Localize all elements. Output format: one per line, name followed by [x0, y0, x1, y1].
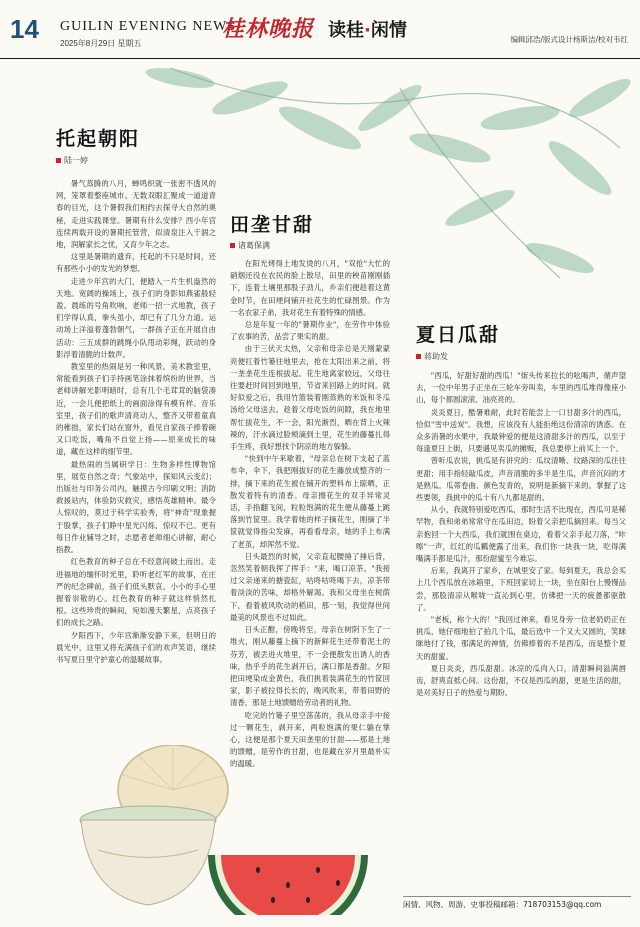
- article-2-paragraph: 日头最烈的时候，父亲直起腰捶了捶后背，忽然笑着朝我挥了挥手："来，喝口凉茶。"我接过父亲递来的搪瓷缸，咕咚咕咚喝下去，凉茶带着淡淡的苦味，却格外解渴。我和父母坐在树荫下，看着被风吹动的稻田，那一刻，我觉得世间最美的风景也不过如此。: [230, 551, 390, 622]
- page-number: 14: [10, 14, 39, 44]
- article-1-author: [56, 155, 88, 166]
- article-1-paragraph: 这里是暑期的遗弃，托起的不只是时间，还有那些小小的发光的梦想。: [56, 252, 216, 274]
- article-2-paragraph: 在阳光烤得土地发烫的八月，"双抢"大忙的硝烟还没在农民的脸上散尽，田里的秧苗刚刚插下，连着土壤里那股子劲儿，乡亲们便趁着这黄金时节，在田埂间铺开社花生的忙碌图景。作为一名农家子弟，我对花生有着特殊的情感。: [230, 259, 390, 317]
- article-1-paragraph: 暑气蒸腾的八月，蝉鸣织就一张密不透风的网，笼罩着整座城市。无数双眼汇聚成一道道青春的目光，这个暑假我们相约去探寻大自然的奥秘，走进实践课堂。暑期有什么安排？西小年宫连续两载开设的暑期托管营，似清泉注入干涸之地，润解家长之忧，又育少年之志。: [56, 179, 216, 250]
- section-main: 读桂: [328, 20, 364, 41]
- article-2-paragraph: 日头正酣，傍晚将至，母亲在树阴下生了一堆火，刚从藤蔓上摘下的新鲜花生还带着泥土的芬芳，被丢进火堆里，不一会便散发出诱人的香味，热乎乎的花生剥开后，满口都是香甜。夕阳把田埂染成金黄色，我们挑着装满花生的竹筐回家，影子被拉得长长的，晚风吹来，带着田野的清香，那是土地馈赠给劳动者的礼物。: [230, 625, 390, 708]
- section-separator: ·: [364, 20, 371, 41]
- watermelon-icon: [208, 855, 368, 915]
- article-2-body: [230, 258, 390, 826]
- author-marker-icon: [56, 158, 61, 163]
- article-3-body: [416, 370, 626, 885]
- editors-credit: 编辑邱浩/版式设计杨斯洁/校对韦红: [510, 35, 628, 44]
- article-3-paragraph: "西瓜，好甜好甜的西瓜！"街头传来拉长的吆喝声，循声望去，一位中年男子正坐在三轮车旁叫卖，车里的西瓜堆得像座小山，每个都圆滚滚、油亮亮的。: [416, 371, 626, 405]
- section-sub: 闲情: [370, 20, 407, 41]
- article-1-paragraph: 走进少年宫的大门，便踏入一片生机盎然的天地。宽阔的操场上，孩子们的身影如燕雀般轻盈。晨练的号角吹响，老师一招一式地教，孩子们学得认真，拳头虽小，却已有了几分力道。运动场上洋溢着蓬勃朝气，一群孩子正在开展自由活动：三五成群的跳绳小队甩动彩绳，跃动的身影浮着清脆的计数声。: [56, 276, 216, 359]
- article-1-author-name: 陆一婷: [64, 156, 88, 165]
- article-3-title: 夏日瓜甜: [416, 324, 501, 346]
- paper-name: GUILIN EVENING NEWS: [60, 19, 237, 34]
- summer-illustration: [78, 745, 378, 915]
- article-3-paragraph: 炎炎夏日，酷暑难耐，此时若能尝上一口甘甜多汁的西瓜，恰似"雪中送炭"。我想，应该没有人能拒绝这份清凉的诱惑。在众多消暑的水果中，我最钟爱的便是这清甜多汁的西瓜，以至于每逢夏日上街，只要遇见卖瓜的摊贩，我总要停上前买上一个。: [416, 407, 626, 454]
- masthead: [0, 0, 640, 59]
- article-1-paragraph: 夕阳西下，少年宫渐渐安静下来，但明日的晨光中，这里又将充满孩子们的欢声笑语，继续书写夏日里守护童心的温暖故事。: [56, 630, 216, 664]
- article-3-paragraph: 从小，我就特别爱吃西瓜，那时生活不比现在，西瓜可是稀罕物，我和弟弟常常守在瓜田边，盼着父亲把瓜摘回来。每当父亲抱回一个大西瓜，我们就围在桌边，看着父亲手起刀落，"咔嚓"一声，红红的瓜瓤便露了出来，我们你一块我一块，吃得满嘴满手都是瓜汁，那份甜蜜至今难忘。: [416, 505, 626, 564]
- submission-email: 闲情、风物、周游、史事投稿邮箱：718703153@qq.com: [403, 896, 631, 915]
- article-2-paragraph: "快到中午来歇着，"母亲总在树下支起了蓝布伞，伞下，我把刚拔好的花生藤放成整齐的一排，摘下来的花生被在铺开的塑料布上晾晒，正散发着特有的清香。母亲擦花生的双手异常灵活，手指翻飞间，粒粒饱满的花生便从藤蔓上跳落到竹筐里。我学着她的样子摘花生，刚摘了半筐就觉得指尖发麻，再看看母亲，她的手上布满了老茧，却浑然不觉。: [230, 454, 390, 549]
- article-2-author-name: 诸葛保满: [238, 241, 270, 250]
- article-3-paragraph: 曾听瓜农说，挑瓜是有讲究的：瓜纹清晰、纹路深的瓜往往更甜；用手指轻敲瓜皮，声音清脆的多半是生瓜，声音沉闷的才是熟瓜。瓜蒂卷曲、颜色发青的，说明是新摘下来的。掌握了这些要领，我挑中的瓜十有八九都是甜的。: [416, 456, 626, 503]
- article-3-author-name: 蒋助发: [424, 352, 448, 361]
- author-marker-icon: [416, 354, 421, 359]
- article-1-title: 托起朝阳: [56, 128, 141, 150]
- author-marker-icon: [230, 243, 235, 248]
- article-2-author: [230, 240, 270, 251]
- article-3-author: [416, 351, 448, 362]
- article-2-paragraph: 吃完的竹篓子里空荡荡的，我从母亲手中接过一颗花生，剥开来，两粒饱满的果仁躺在掌心，这便是那个夏天田垄里的甘甜——那是土地的馈赠，是劳作的甘甜，也是藏在岁月里最朴实的温暖。: [230, 710, 390, 769]
- article-3-paragraph: 后来，我离开了家乡，在城里安了家。每到夏天，我总会买上几个西瓜放在冰箱里，下班回家切上一块，坐在阳台上慢慢品尝，那股清凉从喉咙一直沁到心里，仿佛把一天的疲惫都驱散了。: [416, 566, 626, 612]
- issue-date: 2025年8月29日 星期五: [60, 39, 142, 48]
- article-2-paragraph: 总是年复一年的"暑期作业"，在劳作中体验了农事的苦，品尝了果实的甜。: [230, 320, 390, 342]
- article-2-paragraph: 由于三伏天太热，父亲和母亲总是天刚蒙蒙亮便扛着竹篓往地里去，抢在太阳出来之前，将一垄垄花生连根拔起。花生地离家较远，父母往往要赶时间回到地里，节省来回路上的时间。就好似爱之后，我用竹篮装着刚蒸熟的米饭和冬瓜汤给父母送去。趁着父母吃饭的间隙，我在地里帮忙拔花生，不一会，阳光渐烈，晒在背上火辣辣的，汗水滴过脸颊滴到土里，花生的藤蔓扎得手生疼，我好想找个阴凉的地方躲躲。: [230, 344, 390, 452]
- section-title: [328, 16, 407, 42]
- bowl-icon: [80, 806, 216, 905]
- article-1-paragraph: 最热闹的当属研学日：生物多样性博物馆里，展览自然之奇；气象站中，探知风云变幻；出版社与印务公司内，触摸古今印刷文明；消防救援站内，体验防灾救灾，感悟英雄精神。最令人惊叹的，莫过于科学实验秀，将"神奇"现象握于股掌，孩子们睁中星光闪烁，惊叹不已。更有每日作业辅导之时，志愿者老师细心讲解，耐心指教。: [56, 459, 216, 555]
- article-2-title: 田垄甘甜: [230, 214, 315, 236]
- article-3-paragraph: 夏日炎炎，西瓜甜甜。冰凉的瓜肉入口，清甜瞬间溢满唇齿，舒爽直抵心间。这份甜，不仅是西瓜的甜，更是生活的甜，是对美好日子的热爱与期盼。: [416, 663, 626, 698]
- article-1-paragraph: 教室里的热闹是另一种风景。美术教室里，常能看到孩子们手持画笔涂抹着缤纷的世界，当老师讲解光影明暗时，总有几个毛茸茸的脑袋凑近，一会儿便把纸上的画面涂得有模有样。音乐室里，孩子们的歌声清亮动人，整齐又带着童真的稚拙，家长们站在窗外，看见自家孩子捧着碗又口吃饭，嘴角不自觉上扬——原来成长的味道，藏在这样的细节里。: [56, 362, 216, 457]
- article-1-paragraph: 红色教育的种子总在不经意间破土而出。走进福地的缅怀时光里，聆听老红军的故事，在庄严的纪念碑前，孩子们低头默哀，小小的手心里握着崇敬的心。红色教育的种子就这样悄然扎根。这些珍贵的瞬间，宛如漫天繁星，点亮孩子们的成长之路。: [56, 557, 216, 628]
- article-3-paragraph: "老板，称个大的！"我回过神来，看见身旁一位老奶奶正在挑瓜，她仔细地拍了拍几个瓜，最后选中一个又大又圆的，笑眯眯地付了钱，那满足的神情，仿佛捧着的不是西瓜，而是整个夏天的甜蜜。: [416, 615, 626, 661]
- newspaper-logo: 桂林晚报: [222, 16, 315, 42]
